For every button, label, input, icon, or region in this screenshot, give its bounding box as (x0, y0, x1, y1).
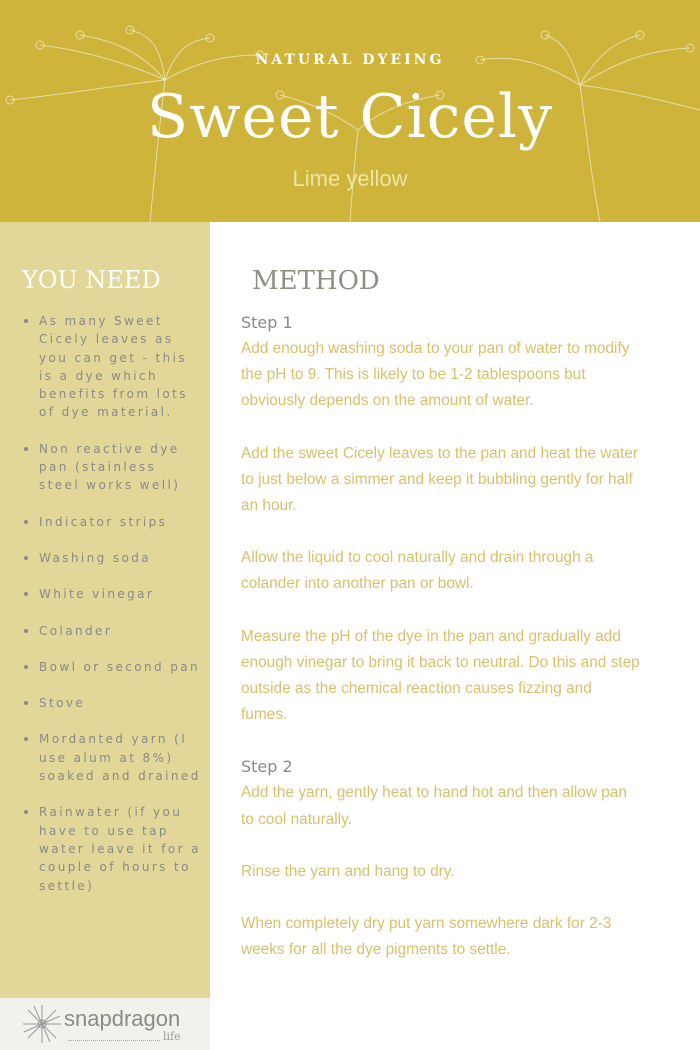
list-item: Colander (22, 622, 202, 640)
list-item: Stove (22, 694, 202, 712)
you-need-heading: YOU NEED (22, 266, 161, 294)
header-banner (0, 0, 700, 222)
logo-tagline: life (163, 1030, 181, 1043)
step-2-label: Step 2 (241, 757, 293, 777)
you-need-sidebar (0, 222, 210, 1050)
list-item: Non reactive dye pan (stainless steel works well) (22, 440, 202, 495)
snapdragon-logo[interactable] (0, 998, 210, 1050)
page-subtitle: Lime yellow (292, 166, 408, 191)
method-section (210, 222, 700, 1050)
step-1-paragraph: Add the sweet Cicely leaves to the pan and heat the water to just below a simmer and keep it bubbling gently for half an hour. (241, 444, 638, 515)
you-need-list (22, 312, 202, 913)
list-item: Indicator strips (22, 513, 202, 531)
method-heading: METHOD (252, 266, 380, 296)
list-item: As many Sweet Cicely leaves as you can get - this is a dye which benefits from lots of dye material. (22, 312, 202, 422)
step-1-paragraph: Add enough washing soda to your pan of water to modify the pH to 9. This is likely to be 1-2 tablespoons but obviously depends on the amount of water. (241, 340, 630, 410)
list-item: Washing soda (22, 549, 202, 567)
page-title: Sweet Cicely (147, 82, 553, 152)
list-item: Bowl or second pan (22, 658, 202, 676)
list-item: Rainwater (if you have to use tap water leave it for a couple of hours to settle) (22, 803, 202, 894)
method-content (241, 310, 641, 989)
list-item: White vinegar (22, 585, 202, 603)
step-2-paragraph: Rinse the yarn and hang to dry. (241, 862, 455, 880)
step-2-paragraph: When completely dry put yarn somewhere dark for 2-3 weeks for all the dye pigments to settle. (241, 915, 612, 959)
step-1-paragraph: Allow the liquid to cool naturally and drain through a colander into another pan or bowl. (241, 549, 594, 593)
list-item: Mordanted yarn (I use alum at 8%) soaked and drained (22, 730, 202, 785)
kicker-label: NATURAL DYEING (255, 52, 445, 68)
logo-divider (68, 1040, 160, 1041)
logo-brand: snapdragon (64, 1006, 181, 1031)
step-1-label: Step 1 (241, 313, 293, 332)
step-2-paragraph: Add the yarn, gently heat to hand hot and then allow pan to cool naturally. (241, 784, 627, 828)
flower-logo-icon (20, 1002, 64, 1046)
step-1-paragraph: Measure the pH of the dye in the pan and gradually add enough vinegar to bring it back to neutral. Do this and step outside as the chemical reaction causes fizzing and fumes. (241, 627, 640, 724)
